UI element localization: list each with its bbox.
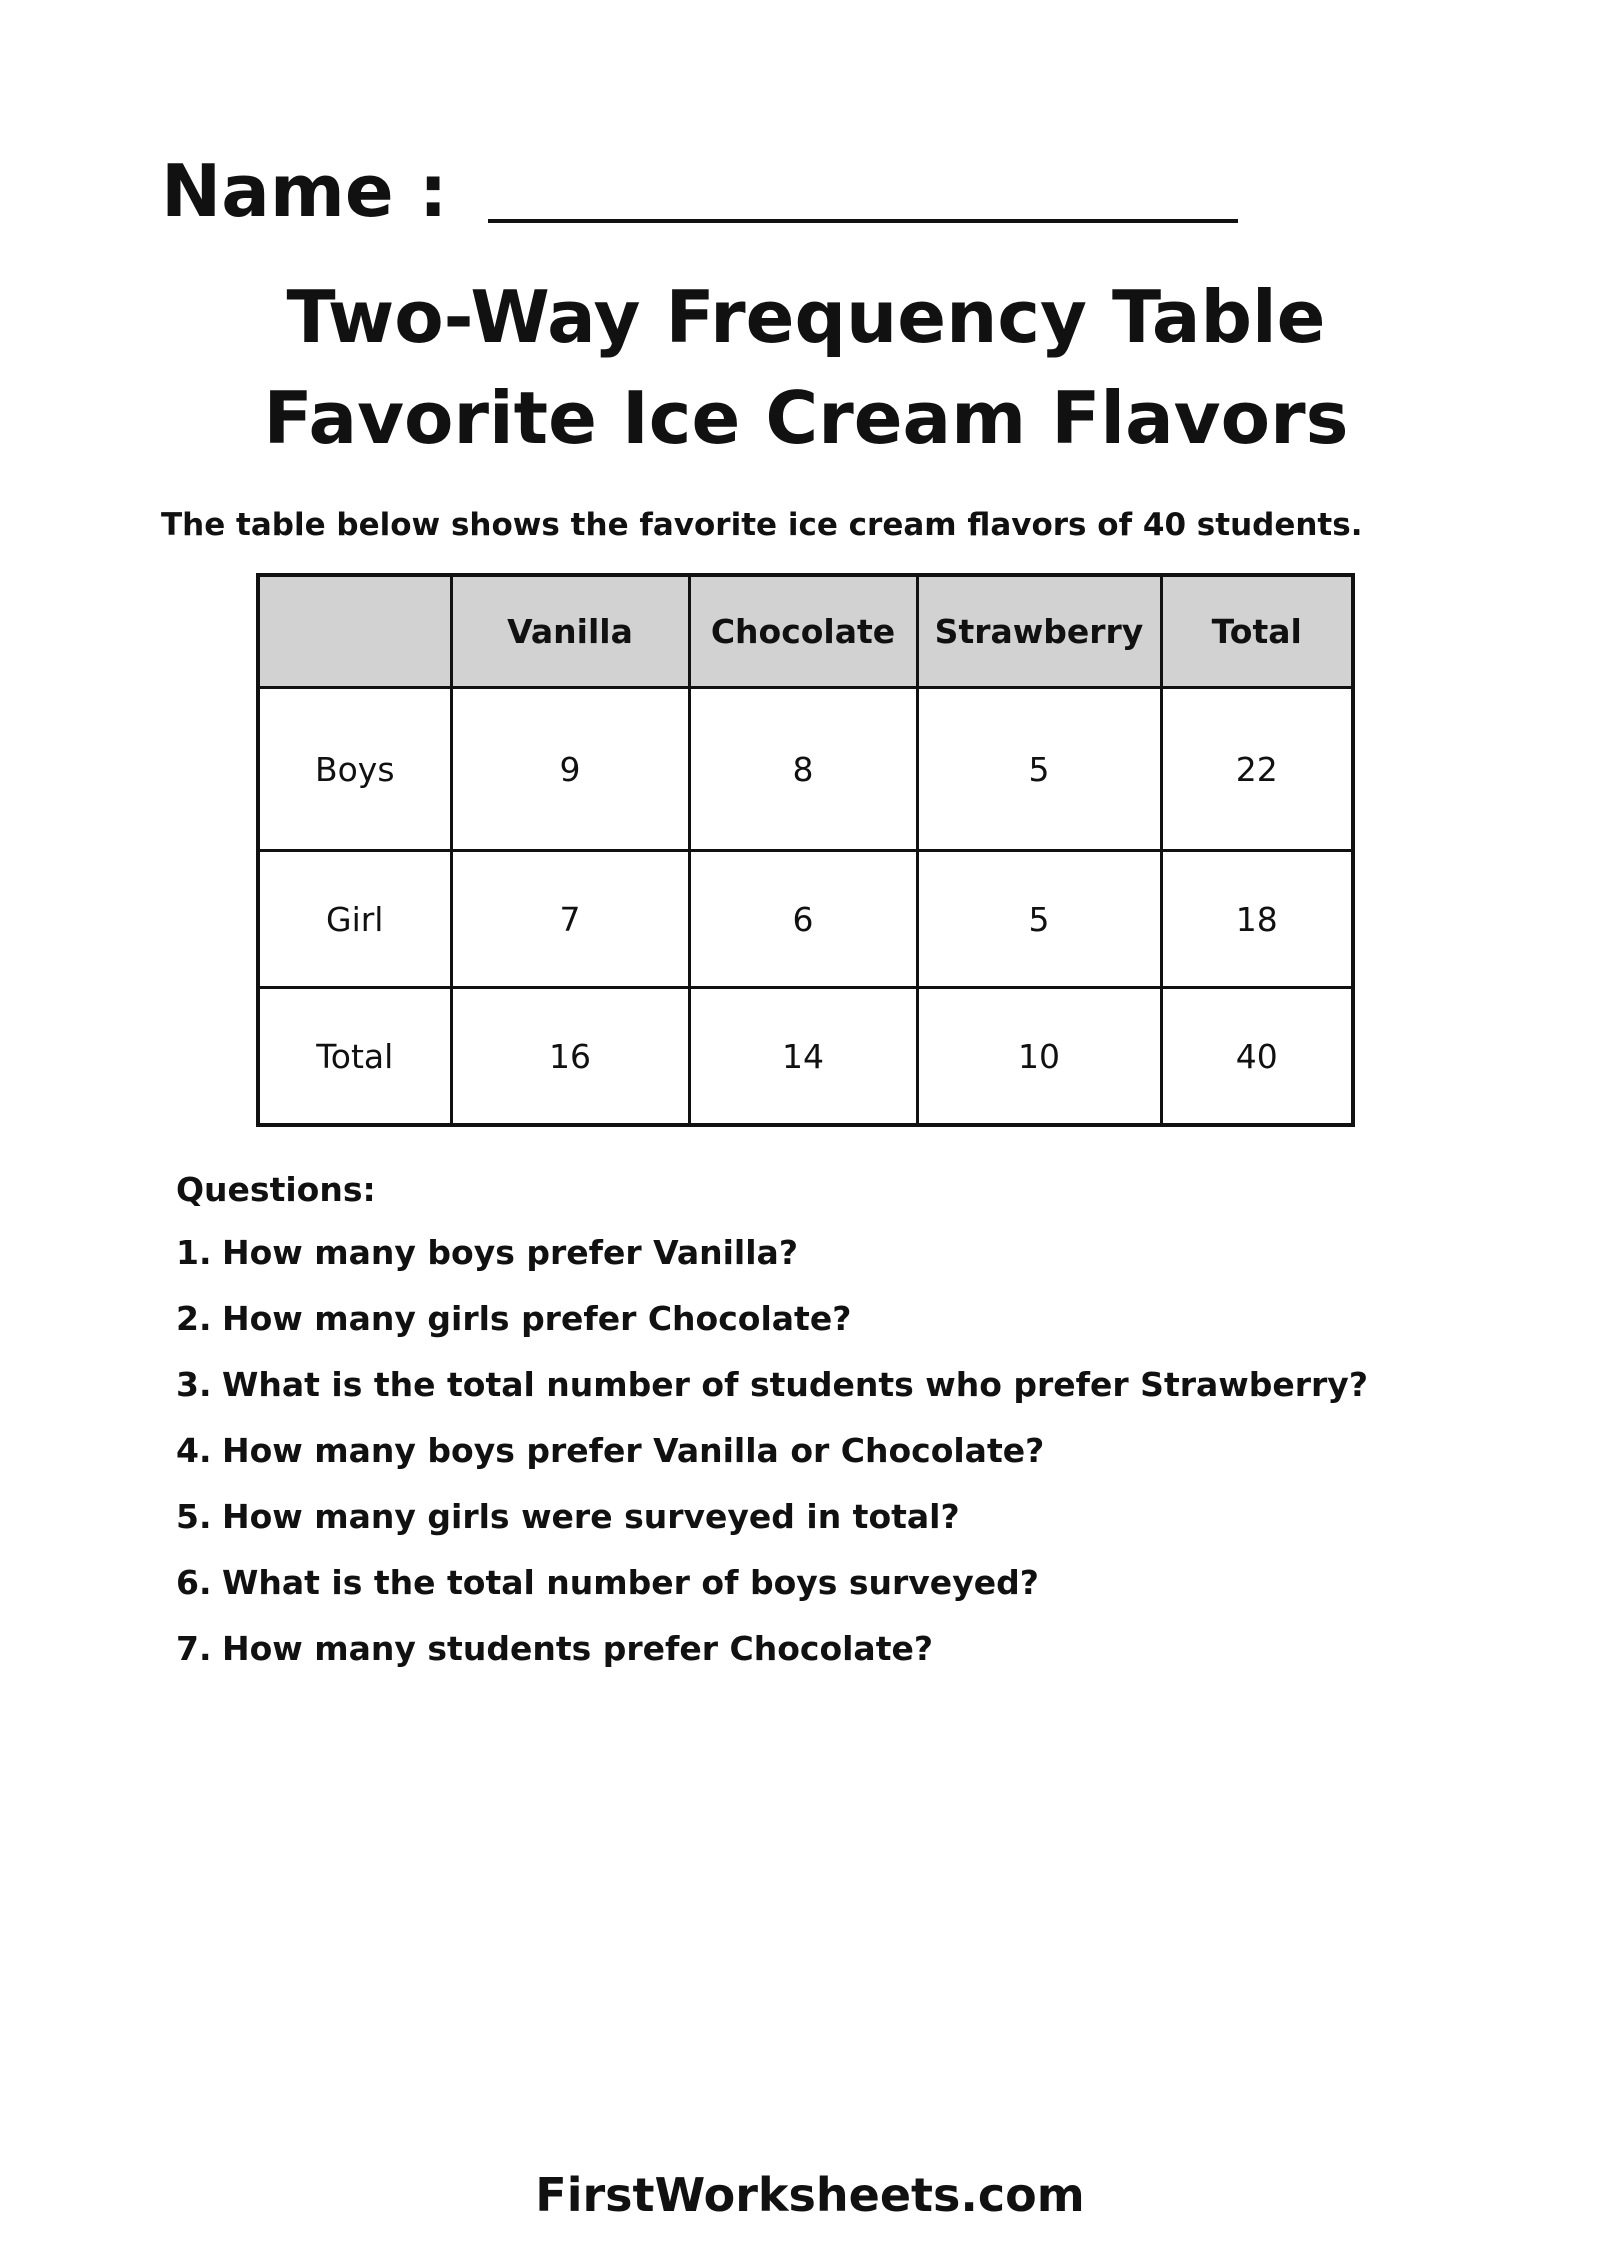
table-row xyxy=(258,988,1353,1126)
table-cell: 5 xyxy=(917,851,1161,988)
table-cell: 7 xyxy=(451,851,689,988)
list-item xyxy=(176,1563,1368,1632)
question-text: How many students prefer Chocolate? xyxy=(222,1629,933,1668)
table-cell: 14 xyxy=(689,988,917,1126)
intro-text: The table below shows the favorite ice cream flavors of 40 students. xyxy=(161,507,1363,543)
table-cell: 18 xyxy=(1161,851,1353,988)
name-line xyxy=(488,219,1238,223)
row-label-boys: Boys xyxy=(258,688,451,851)
list-item xyxy=(176,1299,1368,1368)
table-cell: 9 xyxy=(451,688,689,851)
table-row xyxy=(258,688,1353,851)
header-cell-chocolate: Chocolate xyxy=(689,575,917,688)
table-cell: 40 xyxy=(1161,988,1353,1126)
question-number: 5. xyxy=(176,1497,212,1536)
table-row xyxy=(258,851,1353,988)
table-cell: 8 xyxy=(689,688,917,851)
list-item xyxy=(176,1365,1368,1434)
question-number: 3. xyxy=(176,1365,212,1404)
list-item xyxy=(176,1431,1368,1500)
table-cell: 16 xyxy=(451,988,689,1126)
question-text: How many boys prefer Vanilla or Chocolate? xyxy=(222,1431,1045,1470)
list-item xyxy=(176,1233,1368,1302)
question-number: 2. xyxy=(176,1299,212,1338)
question-text: How many girls were surveyed in total? xyxy=(222,1497,960,1536)
table-cell: 10 xyxy=(917,988,1161,1126)
header-cell-vanilla: Vanilla xyxy=(451,575,689,688)
question-text: What is the total number of students who prefer Strawberry? xyxy=(222,1365,1368,1404)
question-number: 7. xyxy=(176,1629,212,1668)
name-row xyxy=(161,149,1238,233)
header-cell-corner xyxy=(258,575,451,688)
header-cell-total: Total xyxy=(1161,575,1353,688)
questions-heading: Questions: xyxy=(176,1170,376,1209)
question-number: 6. xyxy=(176,1563,212,1602)
footer-site-name: FirstWorksheets.com xyxy=(535,2168,1085,2222)
page-subtitle: Favorite Ice Cream Flavors xyxy=(263,376,1349,460)
row-label-total: Total xyxy=(258,988,451,1126)
question-number: 1. xyxy=(176,1233,212,1272)
question-text: How many boys prefer Vanilla? xyxy=(222,1233,798,1272)
list-item xyxy=(176,1629,1368,1698)
table-header-row xyxy=(258,575,1353,688)
question-text: How many girls prefer Chocolate? xyxy=(222,1299,852,1338)
name-label: Name : xyxy=(161,149,448,233)
question-text: What is the total number of boys surveyed? xyxy=(222,1563,1039,1602)
list-item xyxy=(176,1497,1368,1566)
header-cell-strawberry: Strawberry xyxy=(917,575,1161,688)
page-title: Two-Way Frequency Table xyxy=(286,275,1326,359)
questions-section xyxy=(176,1170,1368,1698)
row-label-girl: Girl xyxy=(258,851,451,988)
table-cell: 5 xyxy=(917,688,1161,851)
table-cell: 6 xyxy=(689,851,917,988)
frequency-table xyxy=(256,573,1355,1127)
question-number: 4. xyxy=(176,1431,212,1470)
questions-list xyxy=(176,1233,1368,1698)
table-cell: 22 xyxy=(1161,688,1353,851)
